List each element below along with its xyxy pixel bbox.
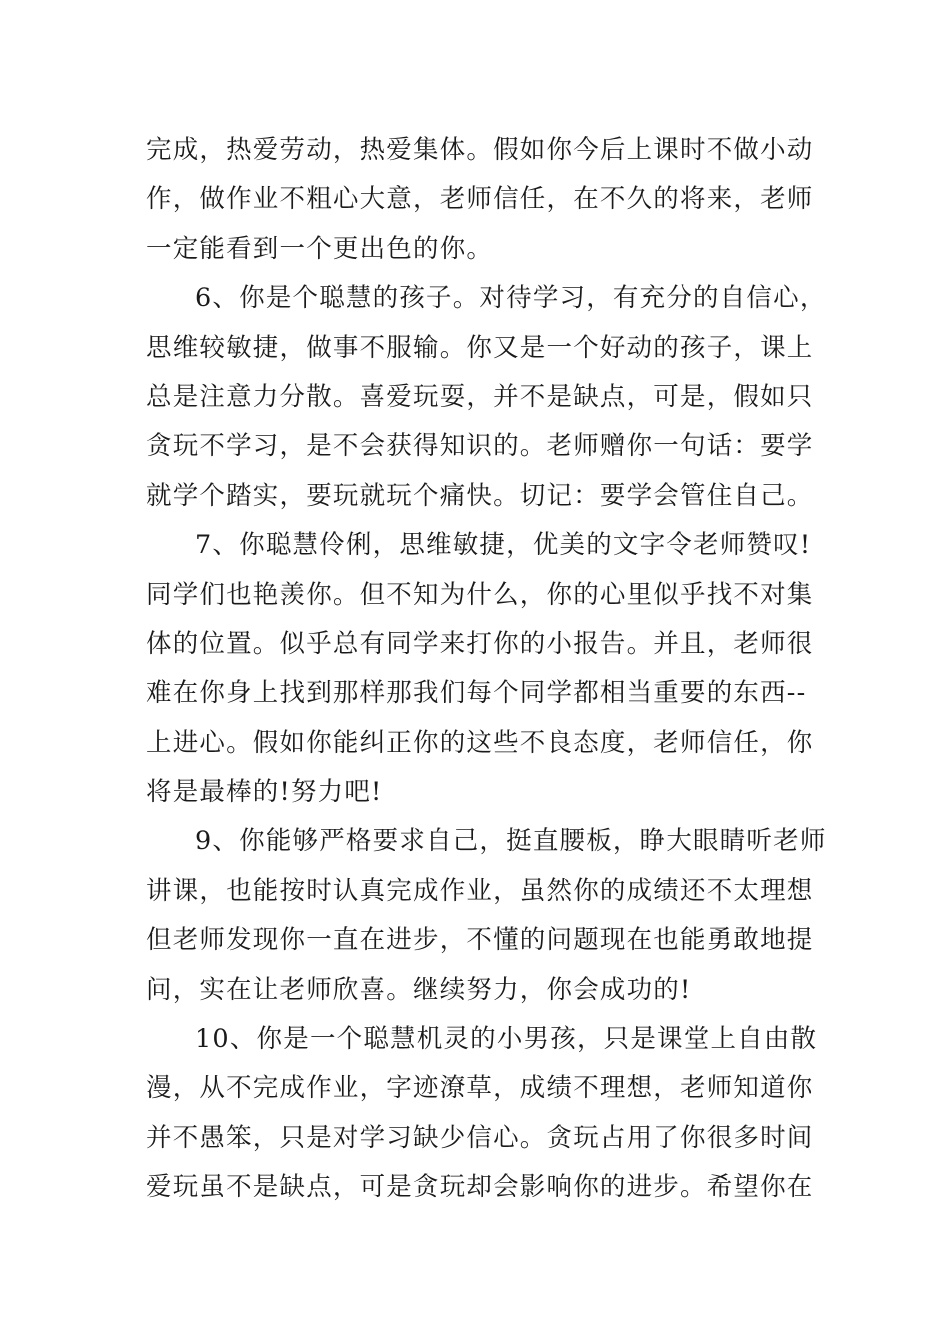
paragraph bbox=[146, 817, 827, 1015]
text-line: 一定能看到一个更出色的你。 bbox=[146, 233, 494, 264]
text-line: 问，实在让老师欣喜。继续努力，你会成功的! bbox=[146, 974, 692, 1005]
text-line: 漫，从不完成作业，字迹潦草，成绩不理想，老师知道你 bbox=[146, 1073, 814, 1104]
paragraph bbox=[146, 521, 816, 817]
text-line: 同学们也艳羡你。但不知为什么，你的心里似乎找不对集 bbox=[146, 579, 814, 610]
text-line: 难在你身上找到那样那我们每个同学都相当重要的东西-- bbox=[146, 678, 807, 709]
text-line: 6、你是个聪慧的孩子。对待学习，有充分的自信心， bbox=[195, 283, 827, 314]
text-line: 体的位置。似乎总有同学来打你的小报告。并且，老师很 bbox=[146, 628, 814, 659]
text-line: 爱玩虽不是缺点，可是贪玩却会影响你的进步。希望你在 bbox=[146, 1172, 814, 1203]
text-line: 就学个踏实，要玩就玩个痛快。切记：要学会管住自己。 bbox=[146, 480, 814, 511]
text-line: 思维较敏捷，做事不服输。你又是一个好动的孩子，课上 bbox=[146, 332, 814, 363]
paragraph bbox=[146, 1015, 816, 1213]
text-line: 上进心。假如你能纠正你的这些不良态度，老师信任，你 bbox=[146, 727, 814, 758]
text-line: 贪玩不学习，是不会获得知识的。老师赠你一句话：要学 bbox=[146, 431, 814, 462]
text-line: 作，做作业不粗心大意，老师信任，在不久的将来，老师 bbox=[146, 184, 814, 215]
text-line: 7、你聪慧伶俐，思维敏捷，优美的文字令老师赞叹! bbox=[195, 530, 812, 561]
paragraph bbox=[146, 126, 816, 274]
text-line: 9、你能够严格要求自己，挺直腰板，睁大眼睛听老师 bbox=[195, 826, 827, 857]
text-line: 10、你是一个聪慧机灵的小男孩，只是课堂上自由散 bbox=[195, 1024, 818, 1055]
text-line: 完成，热爱劳动，热爱集体。假如你今后上课时不做小动 bbox=[146, 135, 814, 165]
paragraph bbox=[146, 274, 827, 521]
text-line: 但老师发现你一直在进步，不懂的问题现在也能勇敢地提 bbox=[146, 925, 814, 956]
text-line: 并不愚笨，只是对学习缺少信心。贪玩占用了你很多时间 bbox=[146, 1122, 814, 1153]
text-line: 讲课，也能按时认真完成作业，虽然你的成绩还不太理想 bbox=[146, 875, 814, 906]
text-line: 将是最棒的!努力吧! bbox=[146, 777, 383, 808]
text-line: 总是注意力分散。喜爱玩耍，并不是缺点，可是，假如只 bbox=[146, 381, 814, 412]
document-body bbox=[146, 126, 827, 1213]
